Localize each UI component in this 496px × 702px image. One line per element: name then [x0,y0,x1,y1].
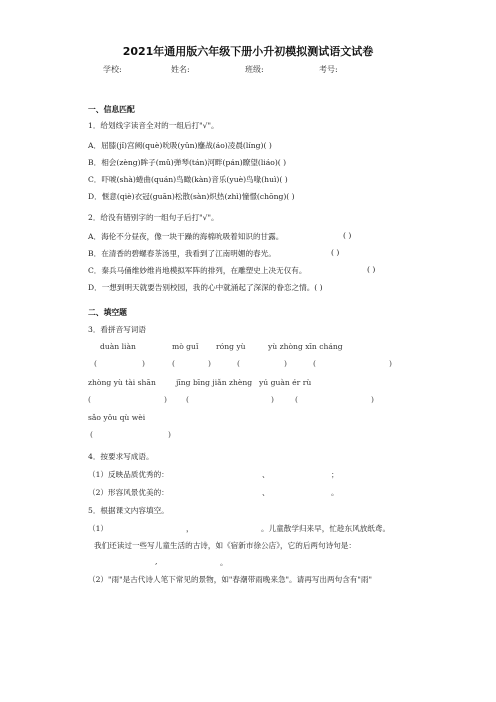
q2-option-b-label: B． [88,249,102,258]
q2-option-c-paren: ( ) [367,265,376,274]
answer-blank-open[interactable]: ( [186,395,189,404]
q3-stem: 3．看拼音写词语 [88,325,146,334]
q1-option-a-label: A． [88,141,102,150]
pinyin-3: róng yù [216,342,246,351]
q5-item-1-text: 。儿童散学归来早，忙趁东风放纸鸢。 [261,524,391,533]
section-heading-fill: 二、填空题 [88,308,127,317]
q2-option-c-text: 秦兵马俑维妙维肖地模拟军阵的排列，在雕塑史上决无仅有。 [101,266,307,275]
pinyin-6: jīng bīng jiǎn zhèng [176,378,253,387]
q2-option-c [88,265,306,276]
q2-option-d-text: 一想到明天就要告别校园，我的心中就涌起了深深的眷恋之情。( ) [101,283,323,292]
q2-option-d [88,282,323,293]
q1-option-b [88,157,286,168]
q2-option-a-paren: ( ) [343,231,352,240]
q5-stem: 5．根据课文内容填空。 [88,506,169,515]
q2-stem: 2．给没有错别字的一组句子后打"√"。 [88,213,219,222]
q4-item-2-sep: 、 [262,488,270,497]
q1-option-b-text: 相会(zèng)眸子(mǔ)弹琴(tán)河畔(pán)瞭望(liáo)( ) [101,158,287,167]
answer-blank-open[interactable]: ( [172,359,175,368]
q2-option-b-paren: ( ) [331,248,340,257]
q1-option-c [88,174,288,185]
q4-stem: 4．按要求写成语。 [88,452,154,461]
q1-option-a [88,140,272,151]
q2-option-d-label: D． [88,283,102,292]
answer-blank-close[interactable]: ) [284,359,287,368]
class-label: 班级: [245,65,264,74]
answer-blank-open[interactable]: ( [90,430,93,439]
q5-item-2: （2）"雨"是古代诗人笔下常见的景物，如"春潮带雨晚来急"。请再写出两句含有"雨" [88,575,372,584]
name-label: 姓名: [171,65,190,74]
q5-item-1-continuation: 我们还读过一些写儿童生活的古诗，如《宿新市徐公店》，它的后两句诗句是： [94,541,356,550]
q1-option-d [88,191,295,202]
q1-option-a-text: 屈膝(jǐ)宫阙(què)吮吸(yǔn)鏖战(áo)凌晨(líng)( ) [101,141,272,150]
q5-item-1-punct-1: , [155,557,158,566]
q1-option-c-text: 吓唬(shà)蜷曲(quán)鸟瞰(kàn)音乐(yuè)鸟喙(huì)( ) [101,175,288,184]
q1-option-d-label: D． [88,192,102,201]
pinyin-8: sǎo yǒu qù wèi [88,413,146,422]
school-label: 学校: [103,65,122,74]
q5-item-1-label: （1） [88,524,109,533]
q4-item-1-end: ； [331,470,339,479]
q1-stem: 1．给划线字读音全对的一组后打"√"。 [88,121,219,130]
answer-blank-open[interactable]: ( [237,359,240,368]
q2-option-a-text: 海伦不分昼夜，像一块干躁的海棉吮吸着知识的甘露。 [101,232,284,241]
pinyin-7: yú guàn ér rù [259,378,312,387]
q1-option-d-text: 惬意(qiè)衣冠(guān)松散(sàn)炽热(zhì)憧憬(chōng)( ) [101,192,295,201]
answer-blank-open[interactable]: ( [94,359,97,368]
pinyin-1: duàn liàn [100,342,136,351]
answer-blank-close[interactable]: ) [271,395,274,404]
answer-blank-open[interactable]: ( [88,395,91,404]
q2-option-b [88,248,276,259]
q2-option-c-label: C． [88,266,102,275]
exam-title: 2021年通用版六年级下册小升初模拟测试语文试卷 [122,45,374,58]
q4-item-1-sep: 、 [262,470,270,479]
answer-blank-open[interactable]: ( [313,359,316,368]
answer-blank-close[interactable]: ) [389,359,392,368]
q1-option-b-label: B． [88,158,102,167]
answer-blank-close[interactable]: ) [371,395,374,404]
answer-blank-close[interactable]: ) [168,430,171,439]
pinyin-5: zhòng yù tài shān [88,378,156,387]
q4-item-2-end: 。 [331,488,339,497]
q4-item-1: （1）反映品质优秀的： [88,470,169,479]
q2-option-a-label: A． [88,232,102,241]
pinyin-4: yù zhòng xīn cháng [268,342,343,351]
answer-blank-close[interactable]: ) [208,359,211,368]
exam-number-label: 考号: [319,65,338,74]
q1-option-c-label: C． [88,175,102,184]
q5-item-1-punct-2: 。 [220,558,228,567]
q2-option-a [88,231,283,242]
answer-blank-close[interactable]: ) [142,359,145,368]
q4-item-2: （2）形容风景优美的： [88,488,169,497]
section-heading-matching: 一、信息匹配 [88,105,135,114]
q5-item-1-comma: ， [186,524,194,533]
q2-option-b-text: 在清香的碧螺春茶汤里，我看到了江南明媚的春光。 [101,249,276,258]
answer-blank-close[interactable]: ) [164,395,167,404]
pinyin-2: mò guǐ [172,342,199,351]
answer-blank-open[interactable]: ( [295,395,298,404]
